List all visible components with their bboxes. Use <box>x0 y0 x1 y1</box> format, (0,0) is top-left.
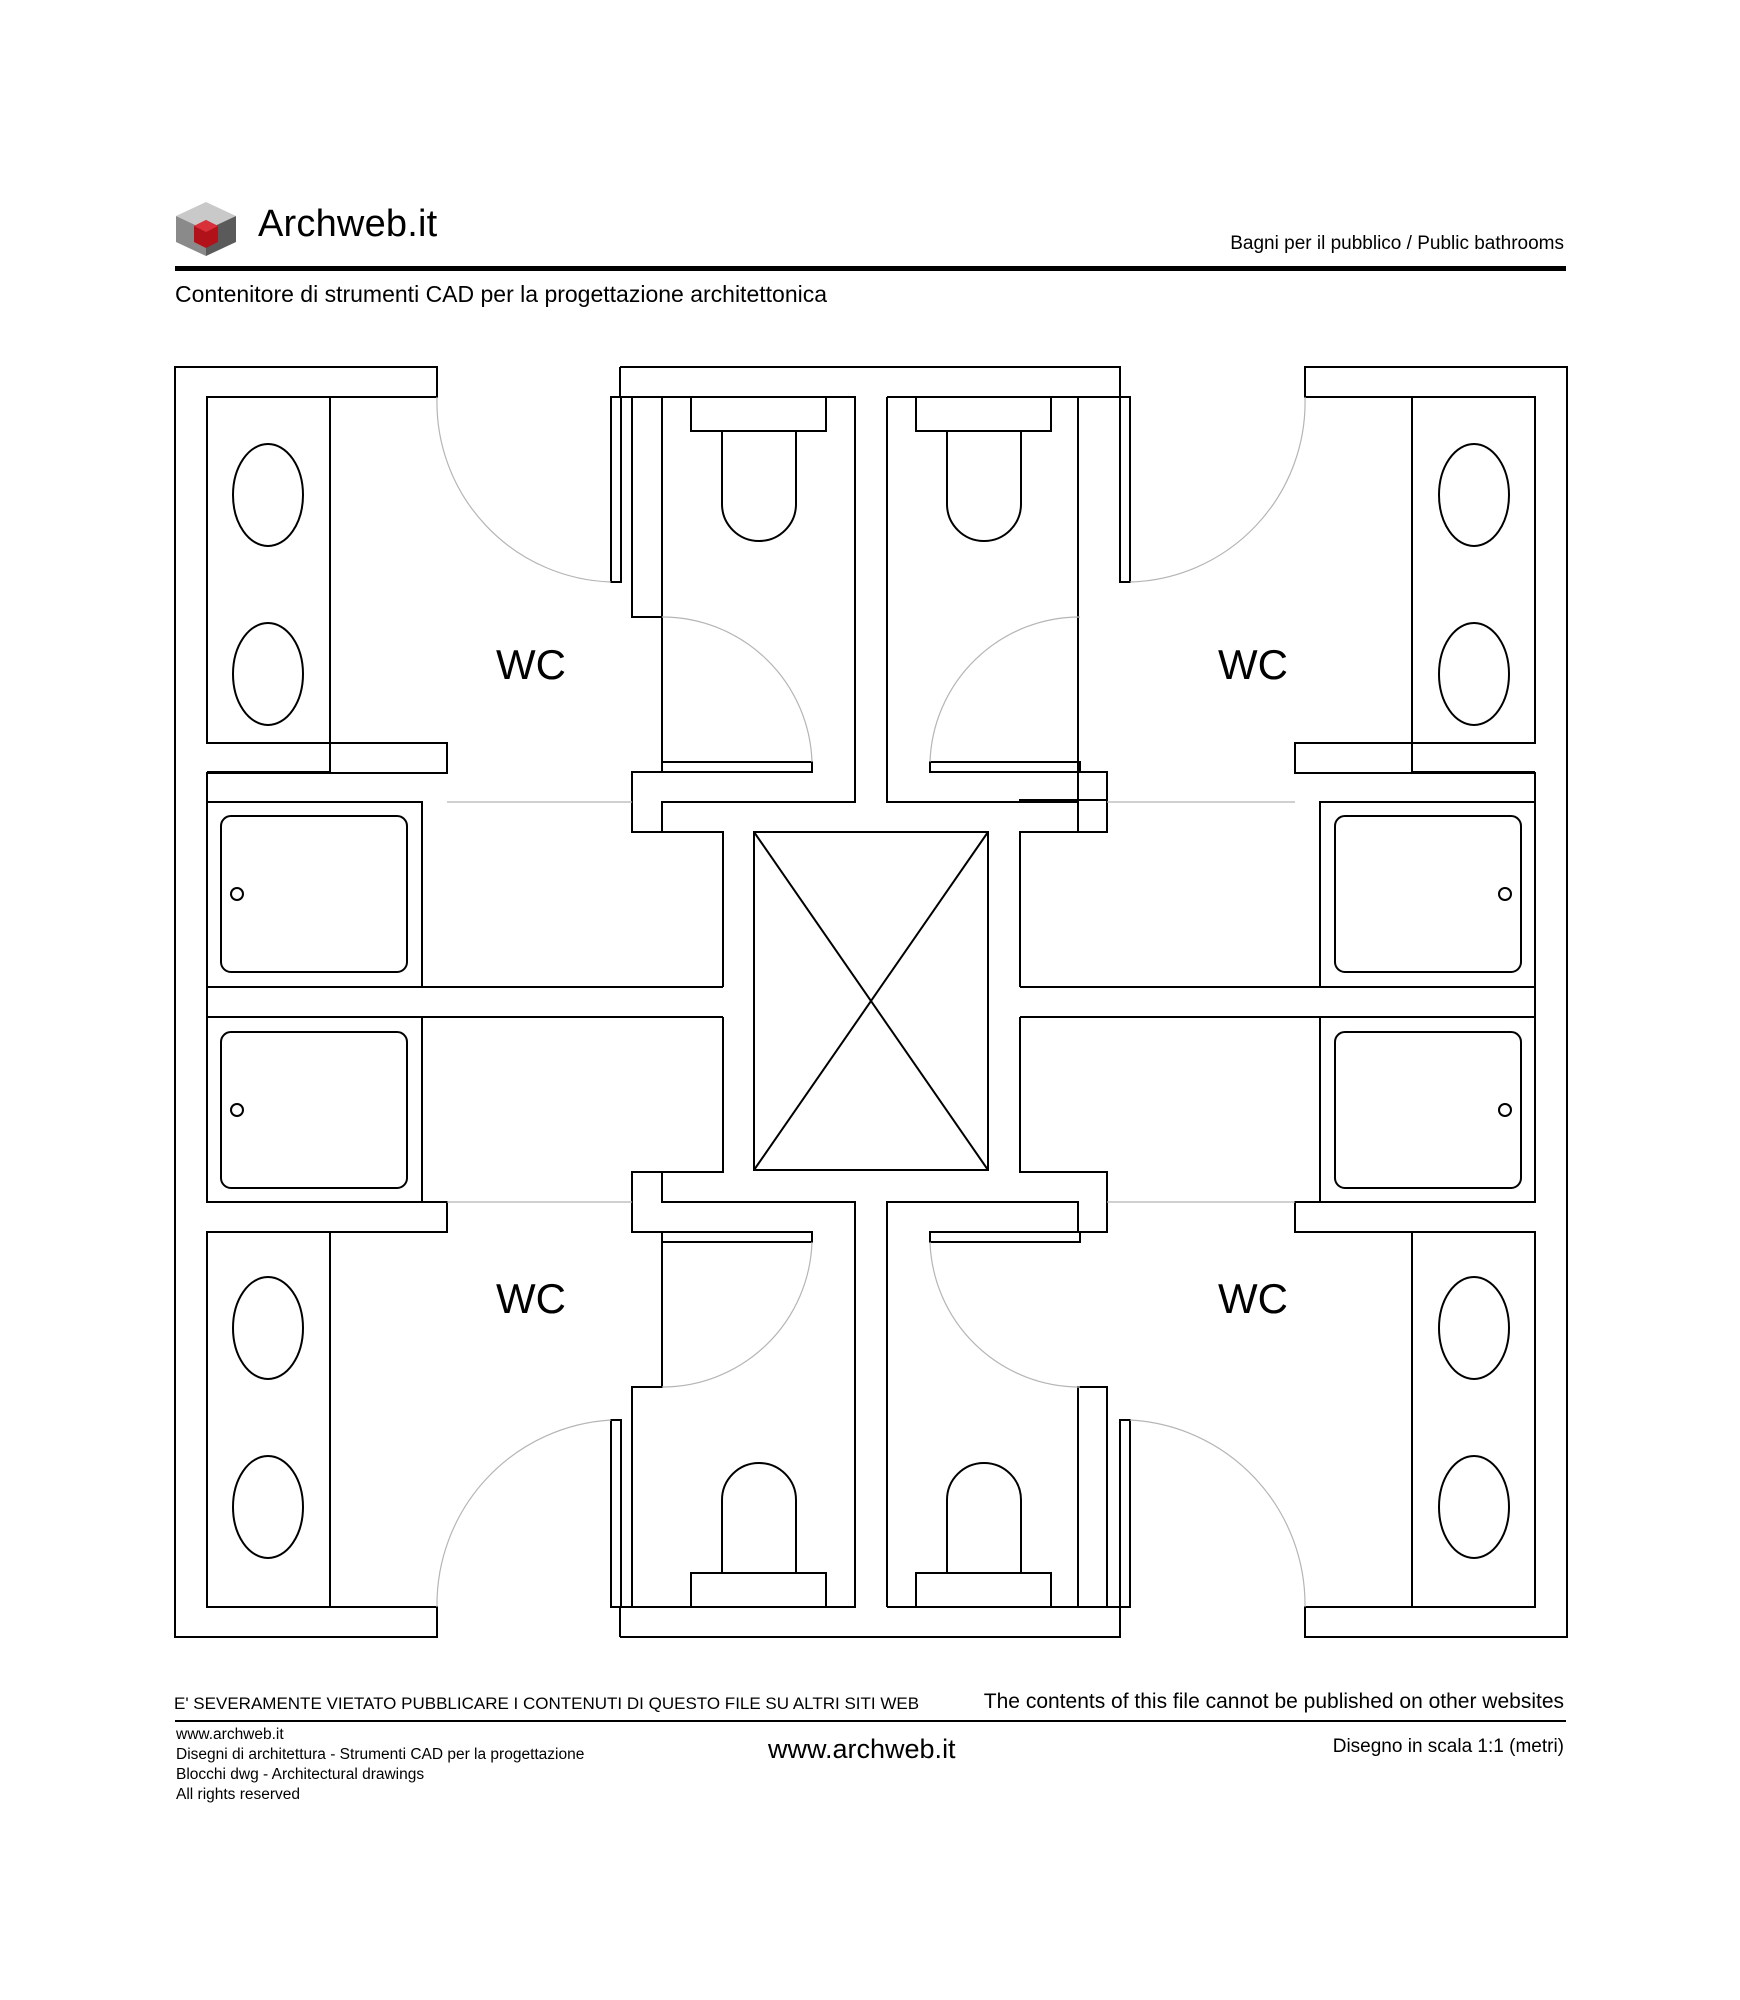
door-swing <box>930 617 1080 762</box>
vanity-counter-bl <box>207 1232 330 1607</box>
door-swing <box>1130 1420 1305 1607</box>
shower-tray <box>221 1032 407 1188</box>
partition-top-right <box>887 397 1078 802</box>
door-leaf <box>1120 1420 1130 1607</box>
door-leaf <box>662 762 812 772</box>
door-leaf <box>662 1232 812 1242</box>
sink-oval <box>233 1277 303 1379</box>
footer-divider <box>175 1720 1566 1722</box>
shower-drain <box>231 1104 243 1116</box>
toilet-tank <box>916 1573 1051 1607</box>
drawing-category: Bagni per il pubblico / Public bathrooms <box>1230 233 1564 254</box>
door-swing <box>1130 397 1305 582</box>
shower-tray <box>221 816 407 972</box>
partition-bottom-left <box>632 1172 855 1607</box>
outer-wall-top <box>620 367 1120 802</box>
vanity-counter-tr <box>1412 397 1535 772</box>
room-label-wc: WC <box>1218 641 1288 688</box>
shower-drain <box>231 888 243 900</box>
door-swing <box>437 1420 611 1607</box>
room-label-wc: WC <box>1218 1275 1288 1322</box>
copyright-warning-italian: E' SEVERAMENTE VIETATO PUBBLICARE I CONTENUTI DI QUESTO FILE SU ALTRI SITI WEB <box>174 1694 920 1713</box>
toilet-bowl <box>722 431 796 541</box>
room-label-wc: WC <box>496 1275 566 1322</box>
toilet-tank <box>916 397 1051 431</box>
tagline: Contenitore di strumenti CAD per la progettazione architettonica <box>175 281 828 307</box>
sink-oval <box>1439 1277 1509 1379</box>
outer-wall-right <box>1295 367 1567 1637</box>
footer-line: www.archweb.it <box>176 1726 284 1743</box>
sink-oval <box>1439 1456 1509 1558</box>
partition-bottom-right <box>887 1172 1107 1607</box>
shower-tray <box>1335 816 1521 972</box>
sink-oval <box>1439 623 1509 725</box>
toilet-tank <box>691 1573 826 1607</box>
door-leaf <box>611 1420 621 1607</box>
outer-wall-bottom <box>620 1607 1120 1637</box>
footer-line: Disegni di architettura - Strumenti CAD per la progettazione <box>176 1746 585 1763</box>
sink-oval <box>233 623 303 725</box>
shower-drain <box>1499 888 1511 900</box>
website-link[interactable]: www.archweb.it <box>768 1734 956 1764</box>
toilet-tank <box>691 397 826 431</box>
sink-oval <box>233 444 303 546</box>
sink-oval <box>233 1456 303 1558</box>
shower-tray <box>1335 1032 1521 1188</box>
door-leaf <box>930 1232 1080 1242</box>
brand-name: Archweb.it <box>258 203 438 245</box>
door-leaf <box>930 762 1080 772</box>
shower-drain <box>1499 1104 1511 1116</box>
copyright-warning-english: The contents of this file cannot be published on other websites <box>983 1690 1564 1713</box>
door-leaf <box>1120 397 1130 582</box>
sink-oval <box>1439 444 1509 546</box>
vanity-counter-br <box>1412 1232 1535 1607</box>
toilet-bowl <box>947 1463 1021 1573</box>
footer-line: All rights reserved <box>176 1786 301 1803</box>
room-label-wc: WC <box>496 641 566 688</box>
partition-top-left <box>632 397 855 832</box>
vanity-counter-tl <box>207 397 330 772</box>
outer-wall-left <box>175 367 447 1637</box>
door-swing <box>662 1242 812 1387</box>
toilet-bowl <box>722 1463 796 1573</box>
scale-note: Disegno in scala 1:1 (metri) <box>1332 1736 1564 1757</box>
door-swing <box>437 397 611 582</box>
toilet-bowl <box>947 431 1021 541</box>
footer-line: Blocchi dwg - Architectural drawings <box>176 1766 425 1783</box>
door-swing <box>662 617 812 762</box>
door-leaf <box>611 397 621 582</box>
door-swing <box>930 1242 1080 1387</box>
